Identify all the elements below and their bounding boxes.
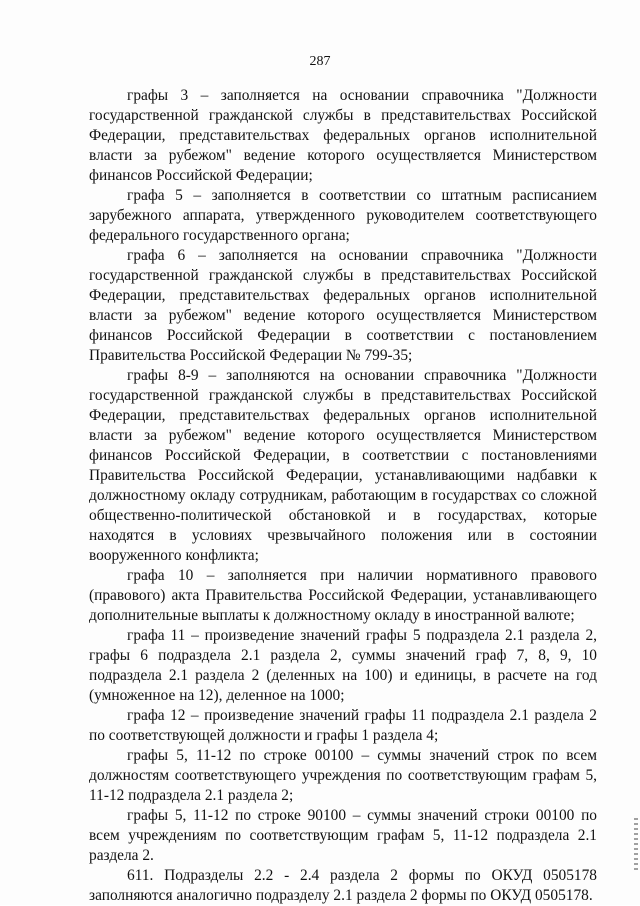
paragraph-column-10: графа 10 – заполняется при наличии нормативного правового (правового) акта Правительства Российской Федерации, устанавливающего дополнительные выплаты к должностному окладу в иностранной валюте; bbox=[89, 567, 597, 624]
paragraph-column-3: графы 3 – заполняется на основании справочника "Должности государственной гражданской службы в представительствах Российской Федерации, представительствах федеральных органов исполнительной власти за рубежом" ведение которого осуществляется Министерством финансов Российской Федерации; bbox=[89, 87, 597, 184]
paragraph-item-611: 611. Подразделы 2.2 - 2.4 раздела 2 формы по ОКУД 0505178 заполняются аналогично подразделу 2.1 раздела 2 формы по ОКУД 0505178. bbox=[89, 867, 597, 904]
paragraph-row-90100: графы 5, 11-12 по строке 90100 – суммы значений строки 00100 по всем учреждениям по соответствующим графам 5, 11-12 подраздела 2.1 раздела 2. bbox=[89, 807, 597, 864]
paragraph-column-6: графа 6 – заполняется на основании справочника "Должности государственной гражданской службы в представительствах Российской Федерации, представительствах федеральных органов исполнительной власти за рубежом" ведение которого осуществляется Министерством финансов Российской Федерации в соответствии с постановлением Правительства Российской Федерации № 799-35; bbox=[89, 247, 597, 364]
page-number: 287 bbox=[309, 54, 331, 69]
paragraph-column-11: графа 11 – произведение значений графы 5 подраздела 2.1 раздела 2, графы 6 подраздела 2.1 раздела 2, суммы значений граф 7, 8, 9, 10 подраздела 2.1 раздела 2 (деленных на 100) и единицы, в расчете на год (умноженное на 12), деленное на 1000; bbox=[89, 627, 597, 704]
paragraph-column-12: графа 12 – произведение значений графы 11 подраздела 2.1 раздела 2 по соответствующей должности и графы 1 раздела 4; bbox=[89, 707, 597, 744]
document-body bbox=[89, 86, 597, 906]
paragraph-columns-8-9: графы 8-9 – заполняются на основании справочника "Должности государственной гражданской службы в представительствах Российской Федерации, представительствах федеральных органов исполнительной власти за рубежом" ведение которого осуществляется Министерством финансов Российской Федерации, в соответствии с постановлениями Правительства Российской Федерации, устанавливающими надбавки к должностному окладу сотрудникам, работающим в государствах со сложной общественно-политической обстановкой и в государствах, которые находятся в условиях чрезвычайного положения или в состоянии вооруженного конфликта; bbox=[89, 367, 597, 564]
paragraph-row-00100: графы 5, 11-12 по строке 00100 – суммы значений строк по всем должностям соответствующего учреждения по соответствующим графам 5, 11-12 подраздела 2.1 раздела 2; bbox=[89, 747, 597, 804]
scan-edge-mark bbox=[634, 818, 638, 870]
paragraph-column-5: графа 5 – заполняется в соответствии со штатным расписанием зарубежного аппарата, утвержденного руководителем соответствующего федерального государственного органа; bbox=[89, 187, 597, 244]
